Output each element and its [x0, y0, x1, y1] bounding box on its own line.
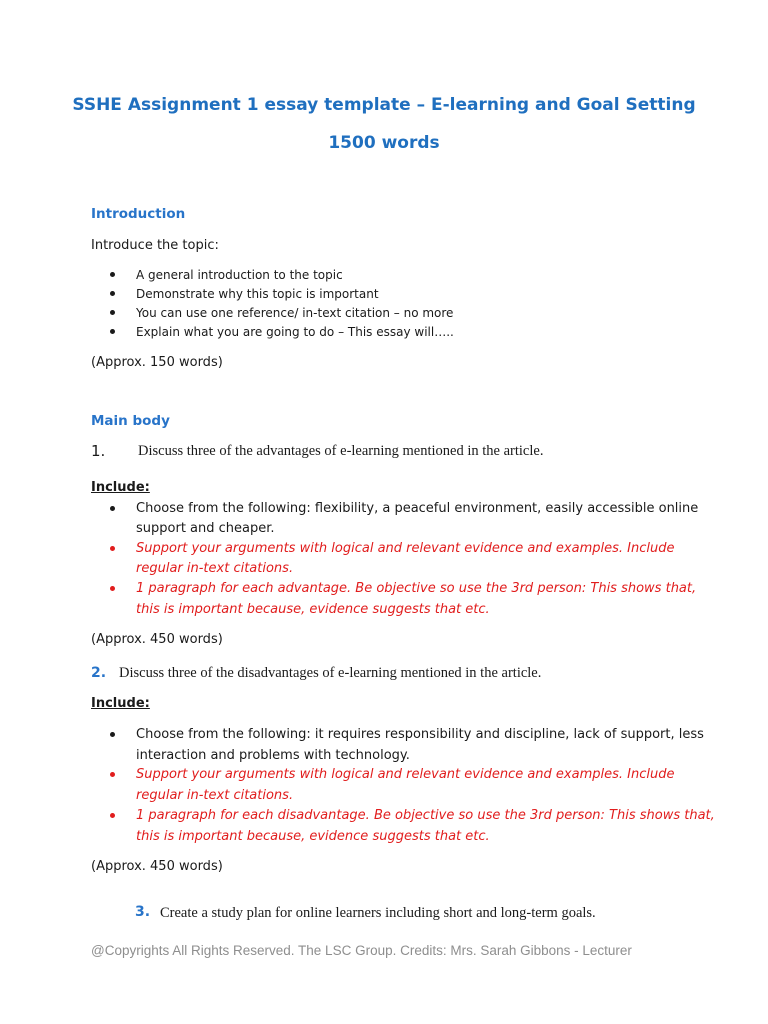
- list-item: Choose from the following: flexibility, a peaceful environment, easily accessible online: [136, 501, 699, 516]
- bullet-dot: [110, 287, 118, 295]
- list-item: Support your arguments with logical and relevant evidence and examples. Include: [136, 541, 675, 556]
- list-item-continuation: support and cheaper.: [136, 521, 275, 536]
- list-item-continuation: regular in-text citations.: [136, 788, 294, 803]
- bullet-dot: [110, 768, 118, 776]
- list-item: Support your arguments with logical and relevant evidence and examples. Include: [136, 767, 675, 782]
- word-count-title: 1500 words: [328, 133, 440, 153]
- list-item-continuation: regular in-text citations.: [136, 561, 294, 576]
- introduction-heading: Introduction: [91, 206, 186, 222]
- bullet-dot: [110, 325, 118, 333]
- list-item: A general introduction to the topic: [136, 268, 343, 282]
- list-item-continuation: this is important because, evidence suggests that etc.: [136, 829, 490, 844]
- list-item: Choose from the following: it requires responsibility and discipline, lack of support, less: [136, 727, 704, 742]
- intro-lead: Introduce the topic:: [91, 238, 219, 253]
- item-1-text: Discuss three of the advantages of e-learning mentioned in the article.: [138, 443, 544, 459]
- bullet-dot: [110, 809, 118, 817]
- list-item: 1 paragraph for each disadvantage. Be objective so use the 3rd person: This shows that,: [136, 808, 715, 823]
- item-2-include-label: Include:: [91, 696, 150, 711]
- item-1-include-label: Include:: [91, 480, 150, 495]
- bullet-dot: [110, 542, 118, 550]
- bullet-dot: [110, 582, 118, 590]
- bullet-dot: [110, 268, 118, 276]
- item-2-number: 2.: [91, 665, 107, 681]
- list-item: Explain what you are going to do – This essay will…..: [136, 325, 454, 339]
- item-3-text: Create a study plan for online learners including short and long-term goals.: [160, 905, 596, 921]
- bullet-dot: [110, 502, 118, 510]
- item-1-approx-words: (Approx. 450 words): [91, 632, 223, 647]
- item-2-text: Discuss three of the disadvantages of e-learning mentioned in the article.: [119, 665, 542, 681]
- bullet-dot: [110, 728, 118, 736]
- document-title: SSHE Assignment 1 essay template – E-learning and Goal Setting: [72, 95, 696, 115]
- main-body-heading: Main body: [91, 413, 170, 429]
- intro-approx-words: (Approx. 150 words): [91, 355, 223, 370]
- item-1-number: 1.: [91, 442, 106, 460]
- item-2-approx-words: (Approx. 450 words): [91, 859, 223, 874]
- list-item: You can use one reference/ in-text citation – no more: [136, 306, 454, 320]
- copyright-footer: @Copyrights All Rights Reserved. The LSC Group. Credits: Mrs. Sarah Gibbons - Lecturer: [91, 943, 632, 958]
- list-item: Demonstrate why this topic is important: [136, 287, 379, 301]
- item-3-number: 3.: [135, 904, 151, 920]
- list-item: 1 paragraph for each advantage. Be objective so use the 3rd person: This shows that,: [136, 581, 697, 596]
- bullet-dot: [110, 306, 118, 314]
- list-item-continuation: this is important because, evidence suggests that etc.: [136, 602, 490, 617]
- list-item-continuation: interaction and problems with technology.: [136, 748, 410, 763]
